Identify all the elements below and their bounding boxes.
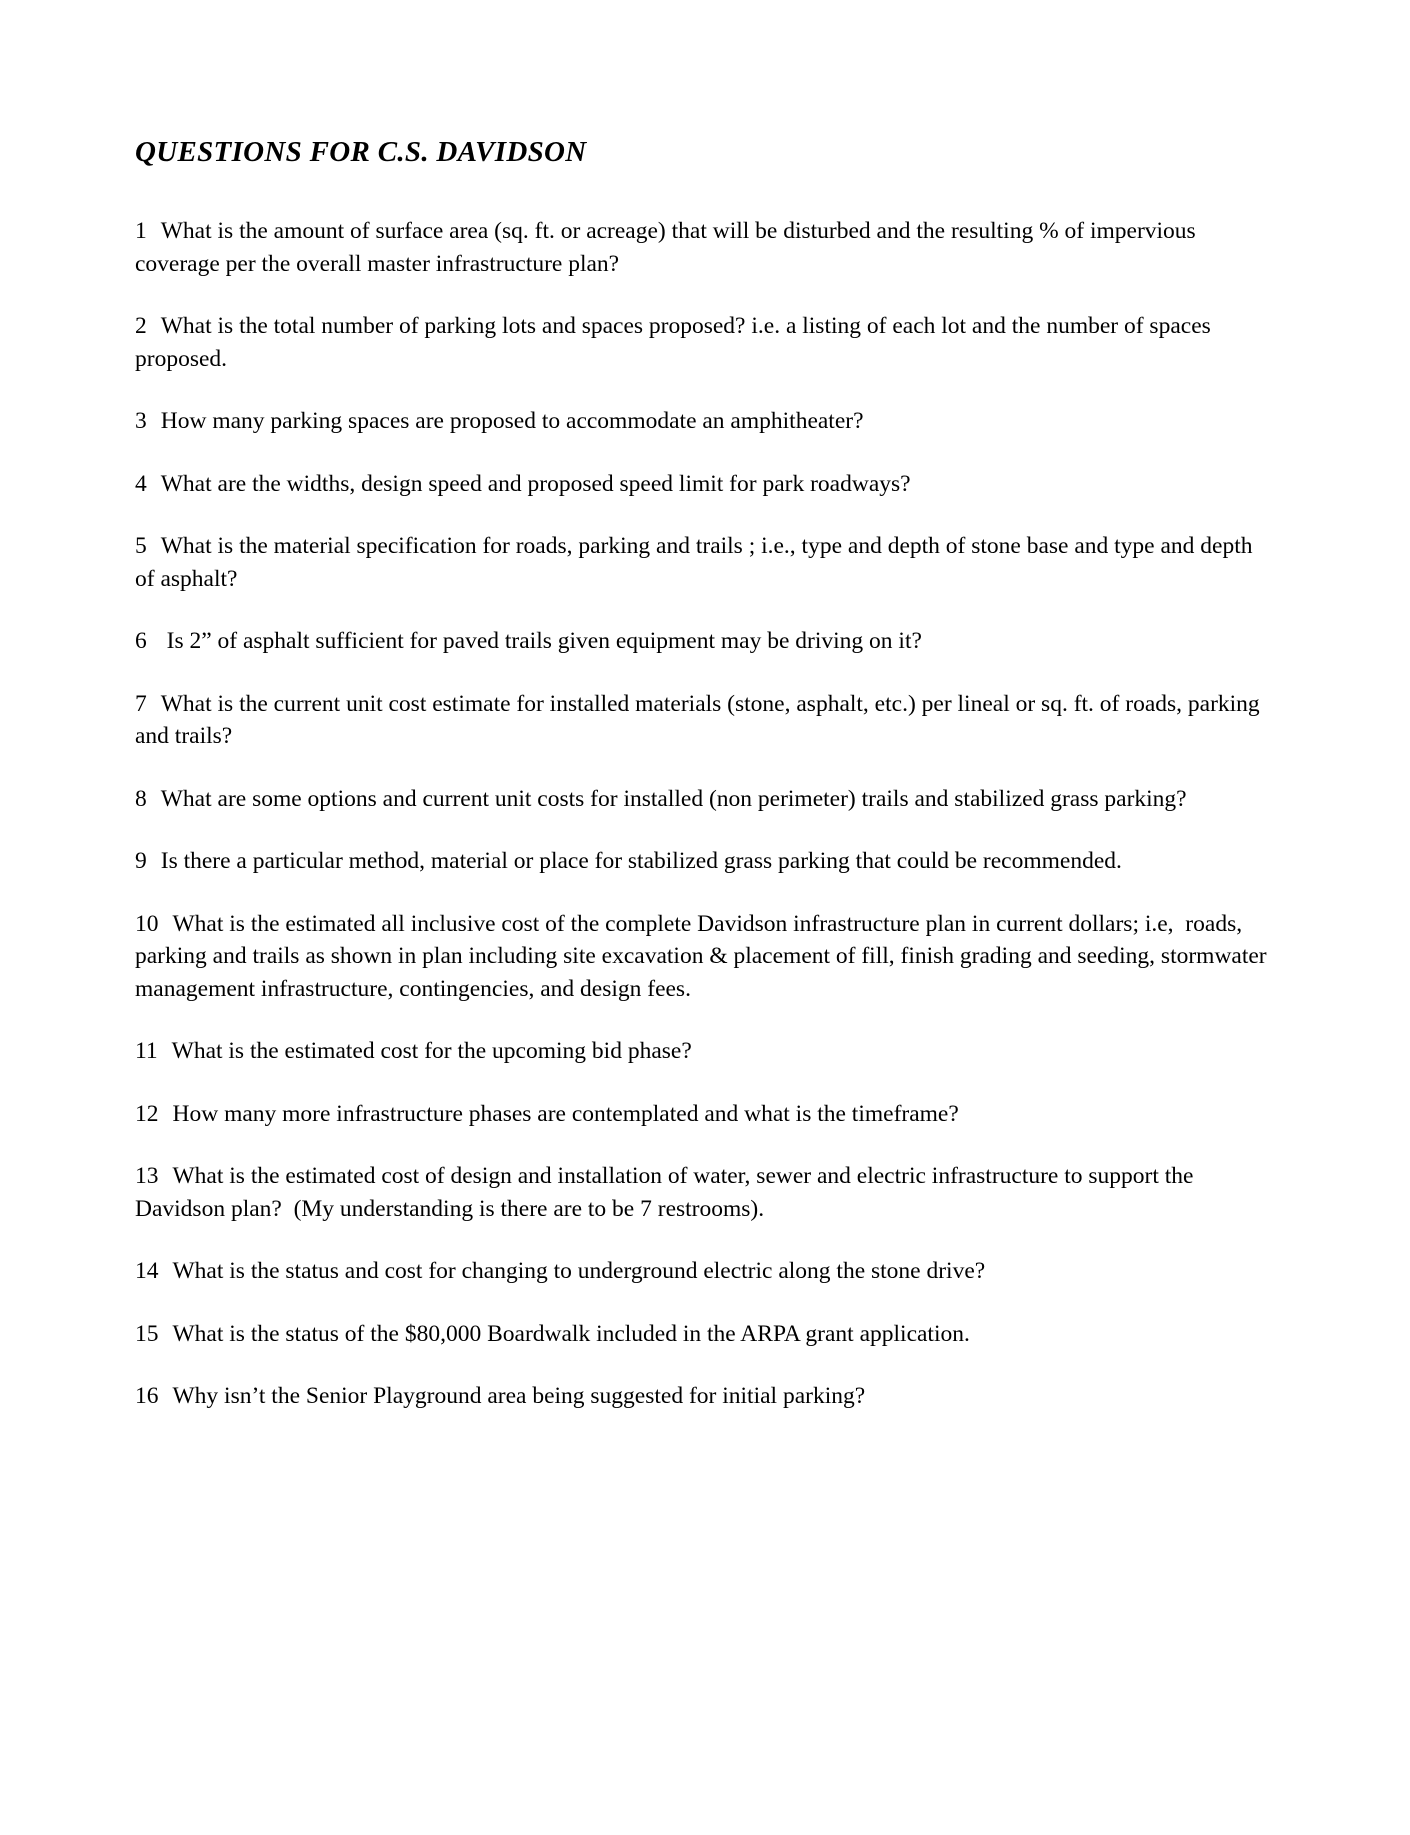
question-number: 5	[135, 533, 147, 559]
question-item	[135, 845, 1270, 878]
question-text: Is 2” of asphalt sufficient for paved trails given equipment may be driving on it?	[160, 628, 922, 654]
question-item	[135, 1318, 1270, 1351]
question-item	[135, 783, 1270, 816]
question-number: 8	[135, 785, 147, 812]
question-number: 1	[135, 218, 147, 244]
question-item	[135, 530, 1270, 595]
question-number: 4	[135, 470, 147, 497]
question-number: 14	[135, 1258, 159, 1284]
question-number: 3	[135, 408, 147, 434]
page-title: QUESTIONS FOR C.S. DAVIDSON	[135, 136, 587, 168]
question-number: 10	[135, 910, 159, 937]
question-item	[135, 688, 1270, 753]
question-item	[135, 625, 1270, 658]
question-text: What is the total number of parking lots and spaces proposed? i.e. a listing of each lot and the number of spaces proposed.	[135, 313, 1217, 372]
question-text: What are the widths, design speed and proposed speed limit for park roadways?	[160, 470, 911, 497]
question-text: What is the amount of surface area (sq. ft. or acreage) that will be disturbed and the resulting % of impervious coverage per the overall master infrastructure plan?	[135, 218, 1202, 277]
question-text: How many more infrastructure phases are contemplated and what is the timeframe?	[172, 1100, 959, 1127]
question-text: What is the current unit cost estimate for installed materials (stone, asphalt, etc.) per lineal or sq. ft. of roads, parking and trails?	[135, 690, 1266, 749]
question-item	[135, 1380, 1270, 1413]
question-text: What is the status of the $80,000 Boardwalk included in the ARPA grant application.	[172, 1320, 970, 1347]
question-number: 13	[135, 1163, 159, 1189]
question-item	[135, 405, 1270, 438]
question-number: 9	[135, 848, 147, 874]
questions-list	[135, 215, 1275, 1413]
question-text: What is the estimated cost for the upcoming bid phase?	[171, 1038, 692, 1064]
question-item	[135, 908, 1273, 1006]
question-item	[135, 1035, 1270, 1068]
question-item	[135, 215, 1270, 280]
question-item	[135, 1255, 1270, 1288]
question-number: 7	[135, 690, 147, 717]
question-text: What is the estimated all inclusive cost of the complete Davidson infrastructure plan in current dollars; i.e, roads, parking and trails as shown in plan including site excavation & placement of fill, finish grading and seeding, stormwater management infrastructure, contingencies, and design fees.	[135, 910, 1273, 1002]
question-item	[135, 310, 1270, 375]
question-item	[135, 468, 1270, 501]
question-text: Is there a particular method, material or place for stabilized grass parking that could be recommended.	[160, 848, 1122, 874]
question-text: How many parking spaces are proposed to accommodate an amphitheater?	[160, 408, 864, 434]
question-number: 15	[135, 1320, 159, 1347]
question-item	[135, 1098, 1270, 1131]
question-number: 2	[135, 313, 147, 339]
question-number: 11	[135, 1038, 158, 1064]
question-text: What is the material specification for roads, parking and trails ; i.e., type and depth of stone base and type and depth of asphalt?	[135, 533, 1259, 592]
question-text: What are some options and current unit costs for installed (non perimeter) trails and stabilized grass parking?	[160, 785, 1187, 812]
question-text: What is the estimated cost of design and installation of water, sewer and electric infrastructure to support the Davidson plan? (My understanding is there are to be 7 restrooms).	[135, 1163, 1200, 1222]
question-text: Why isn’t the Senior Playground area being suggested for initial parking?	[172, 1383, 866, 1409]
question-item	[135, 1160, 1270, 1225]
question-text: What is the status and cost for changing to underground electric along the stone drive?	[172, 1258, 986, 1284]
question-number: 12	[135, 1100, 159, 1127]
question-number: 16	[135, 1383, 159, 1409]
question-number: 6	[135, 628, 147, 654]
